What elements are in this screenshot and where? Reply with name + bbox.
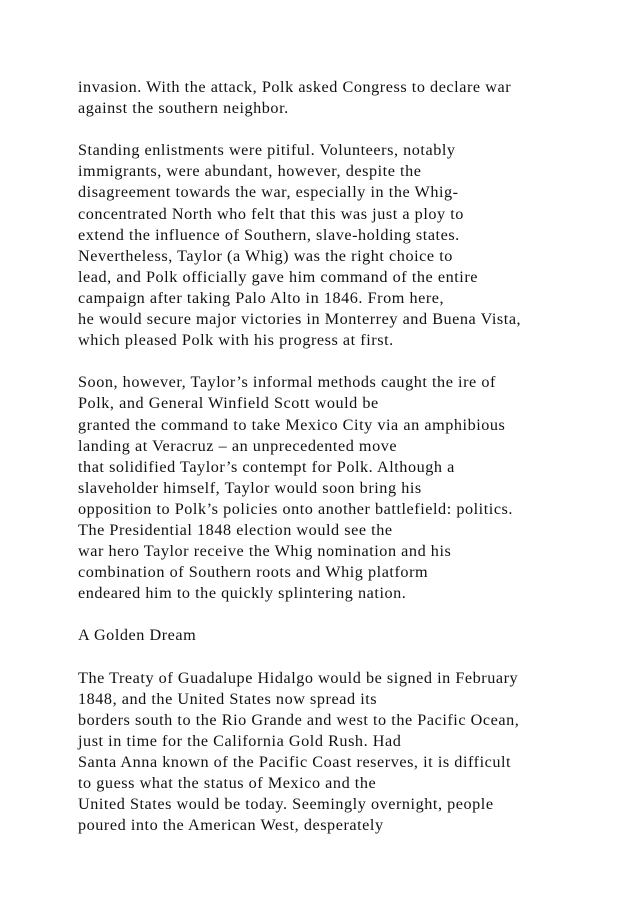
text-line: immigrants, were abundant, however, despite the xyxy=(78,162,422,181)
text-line: lead, and Polk officially gave him command of the entire xyxy=(78,267,479,286)
text-line: 1848, and the United States now spread its xyxy=(78,689,378,708)
text-line: Nevertheless, Taylor (a Whig) was the right choice to xyxy=(78,246,453,265)
text-line: Soon, however, Taylor’s informal methods caught the ire of xyxy=(78,373,496,392)
paragraph-enlistments xyxy=(78,140,623,351)
text-line: The Treaty of Guadalupe Hidalgo would be signed in February xyxy=(78,668,519,687)
text-line: which pleased Polk with his progress at first. xyxy=(78,331,394,350)
paragraph-informal-methods xyxy=(78,372,623,604)
text-line: opposition to Polk’s policies onto another battlefield: politics. xyxy=(78,499,513,518)
text-line: to guess what the status of Mexico and the xyxy=(78,774,377,793)
text-line: A Golden Dream xyxy=(78,626,197,645)
section-heading-golden-dream xyxy=(78,625,623,646)
paragraph-gap xyxy=(78,119,623,140)
text-line: borders south to the Rio Grande and west to the Pacific Ocean, xyxy=(78,710,520,729)
text-line: that solidified Taylor’s contempt for Polk. Although a xyxy=(78,457,455,476)
paragraph-invasion xyxy=(78,77,623,119)
text-line: invasion. With the attack, Polk asked Congress to declare war xyxy=(78,78,512,96)
text-line: The Presidential 1848 election would see the xyxy=(78,520,393,539)
text-line: concentrated North who felt that this was just a ploy to xyxy=(78,204,464,223)
text-line: endeared him to the quickly splintering nation. xyxy=(78,584,407,603)
text-line: Santa Anna known of the Pacific Coast reserves, it is difficult xyxy=(78,753,512,771)
text-line: extend the influence of Southern, slave-holding states. xyxy=(78,225,460,244)
text-line: combination of Southern roots and Whig platform xyxy=(78,563,429,582)
paragraph-gap xyxy=(78,604,623,625)
text-line: granted the command to take Mexico City via an amphibious xyxy=(78,415,506,434)
text-line: war hero Taylor receive the Whig nomination and his xyxy=(78,542,452,561)
text-line: just in time for the California Gold Rush. Had xyxy=(78,731,402,750)
paragraph-gap xyxy=(78,351,623,372)
text-line: United States would be today. Seemingly overnight, people xyxy=(78,795,494,814)
text-line: disagreement towards the war, especially in the Whig- xyxy=(78,183,459,202)
text-line: poured into the American West, desperately xyxy=(78,816,384,835)
paragraph-treaty xyxy=(78,668,623,837)
text-line: Polk, and General Winfield Scott would be xyxy=(78,394,379,413)
text-line: landing at Veracruz – an unprecedented move xyxy=(78,436,398,455)
document-body xyxy=(78,77,623,836)
text-line: campaign after taking Palo Alto in 1846. From here, xyxy=(78,288,445,307)
text-line: slaveholder himself, Taylor would soon bring his xyxy=(78,478,422,497)
text-line: he would secure major victories in Monterrey and Buena Vista, xyxy=(78,310,522,329)
paragraph-gap xyxy=(78,647,623,668)
text-line: Standing enlistments were pitiful. Volunteers, notably xyxy=(78,141,456,160)
text-line: against the southern neighbor. xyxy=(78,99,289,118)
